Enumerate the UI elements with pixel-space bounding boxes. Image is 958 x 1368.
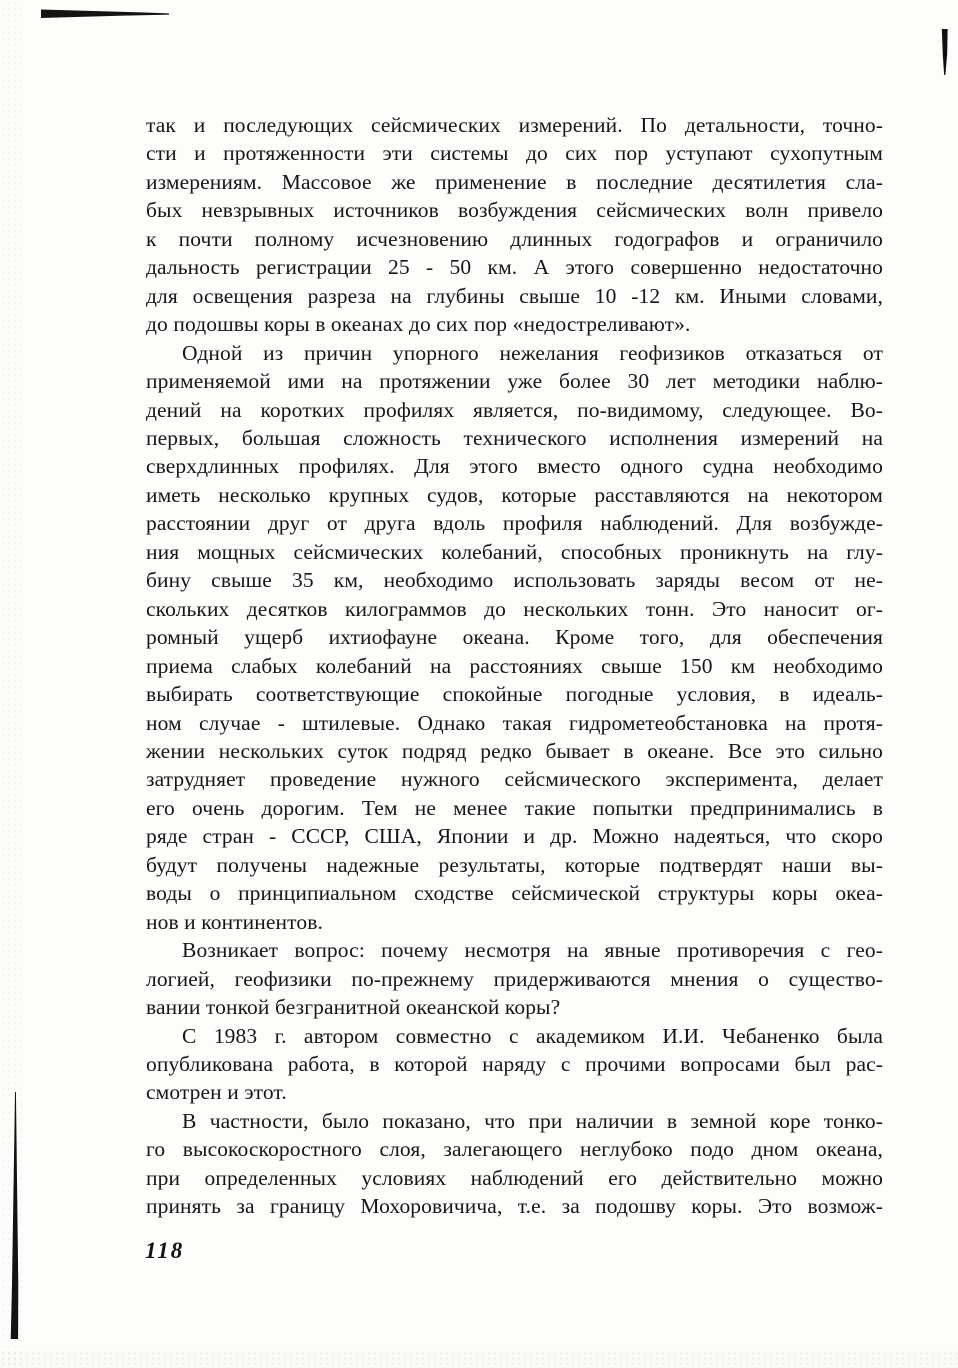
text-line: расстоянии друг от друга вдоль профиля наблюдений. Для возбужде- xyxy=(146,511,883,536)
paragraph xyxy=(146,1022,883,1107)
text-line: С 1983 г. автором совместно с академиком И.И. Чебаненко была xyxy=(182,1023,883,1048)
text-line: применяемой ими на протяжении уже более 30 лет методики наблю- xyxy=(146,369,883,394)
text-line: вании тонкой безгранитной океанской коры? xyxy=(146,995,561,1020)
scan-artifact-streak-icon xyxy=(41,9,169,18)
text-line: воды о принципиальном сходстве сейсмической структуры коры океа- xyxy=(146,881,883,906)
text-line: для освещения разреза на глубины свыше 10 -12 км. Иными словами, xyxy=(146,283,883,308)
text-line: сти и протяженности эти системы до сих пор уступают сухопутным xyxy=(146,141,883,166)
text-line: его очень дорогим. Тем не менее такие попытки предпринимались в xyxy=(146,795,883,820)
text-line: опубликована работа, в которой наряду с прочими вопросами был рас- xyxy=(146,1051,883,1076)
text-line: до подошвы коры в океанах до сих пор «недостреливают». xyxy=(146,312,691,337)
text-line: смотрен и этот. xyxy=(146,1080,287,1105)
page-number: 118 xyxy=(145,1238,185,1263)
paragraph xyxy=(146,936,883,1021)
paragraph xyxy=(146,1107,883,1221)
text-line: измерениям. Массовое же применение в последние десятилетия сла- xyxy=(146,169,883,194)
text-line: ния мощных сейсмических колебаний, способных проникнуть на глу- xyxy=(146,539,883,564)
text-line: жении нескольких суток подряд редко бывает в океане. Все это сильно xyxy=(146,738,883,763)
text-line: к почти полному исчезновению длинных годографов и ограничило xyxy=(146,226,883,251)
text-line: дальность регистрации 25 - 50 км. А этого совершенно недостаточно xyxy=(146,255,883,280)
text-line: ряде стран - СССР, США, Японии и др. Можно надеяться, что скоро xyxy=(146,824,883,849)
text-line: ромный ущерб ихтиофауне океана. Кроме того, для обеспечения xyxy=(146,625,883,650)
text-line: скольких десятков килограммов до нескольких тонн. Это наносит ог- xyxy=(146,596,883,621)
text-line: го высокоскоростного слоя, залегающего неглубоко подо дном океана, xyxy=(146,1137,883,1162)
text-line: принять за границу Мохоровичича, т.е. за подошву коры. Это возмож- xyxy=(146,1194,883,1219)
text-line: логией, геофизики по-прежнему придерживаются мнения о существо- xyxy=(146,966,883,991)
paragraph xyxy=(146,111,883,339)
text-line: Одной из причин упорного нежелания геофизиков отказаться от xyxy=(182,340,883,365)
paragraph xyxy=(146,339,883,937)
text-line: В частности, было показано, что при наличии в земной коре тонко- xyxy=(182,1108,883,1133)
text-line: нов и континентов. xyxy=(146,909,323,934)
scan-edge-texture-left xyxy=(0,0,26,1368)
text-line: дений на коротких профилях является, по-видимому, следующее. Во- xyxy=(146,397,883,422)
scan-edge-texture-bottom xyxy=(0,1351,958,1368)
text-line: ном случае - штилевые. Однако такая гидрометеобстановка на протя- xyxy=(146,710,883,735)
text-line: выбирать соответствующие спокойные погодные условия, в идеаль- xyxy=(146,682,883,707)
scan-artifact-tick-icon xyxy=(941,29,948,75)
text-line: бых невзрывных источников возбуждения сейсмических волн привело xyxy=(146,198,883,223)
text-line: первых, большая сложность технического исполнения измерений на xyxy=(146,425,883,450)
text-line: иметь несколько крупных судов, которые расставляются на некотором xyxy=(146,482,883,507)
text-line: затрудняет проведение нужного сейсмического эксперимента, делает xyxy=(146,767,883,792)
text-line: так и последующих сейсмических измерений. По детальности, точно- xyxy=(146,113,883,137)
text-line: приема слабых колебаний на расстояниях свыше 150 км необходимо xyxy=(146,653,883,678)
text-line: Возникает вопрос: почему несмотря на явные противоречия с гео- xyxy=(182,938,883,963)
text-line: бину свыше 35 км, необходимо использовать заряды весом от не- xyxy=(146,568,883,593)
text-line: сверхдлинных профилях. Для этого вместо одного судна необходимо xyxy=(146,454,883,479)
text-line: будут получены надежные результаты, которые подтвердят наши вы- xyxy=(146,852,883,877)
text-block xyxy=(146,111,883,1221)
text-line: при определенных условиях наблюдений его действительно можно xyxy=(146,1165,883,1190)
